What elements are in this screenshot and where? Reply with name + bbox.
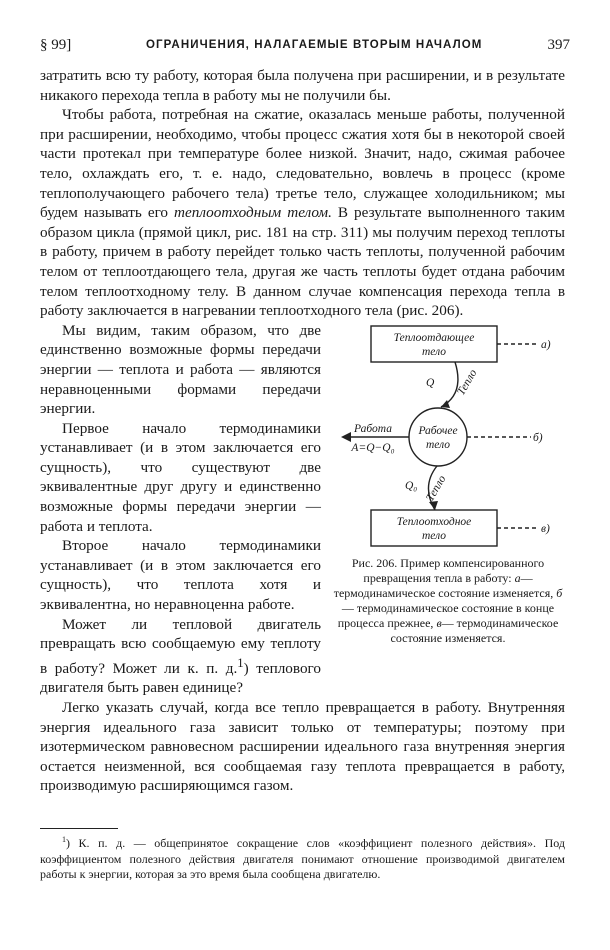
heat-in-word: Тепло bbox=[455, 367, 480, 398]
paragraph-2 bbox=[40, 105, 565, 321]
figure-caption bbox=[331, 556, 565, 646]
footnote-text: ) К. п. д. — общепринятое сокращение слов «коэффициент полезного действия». Под коэффициентом полезного действия двигателя понимают отношение производимой двигателем работы к энергии, которая за это время была сообщена двигателю. bbox=[40, 836, 565, 881]
footnote bbox=[40, 832, 565, 883]
paragraph-3: Мы видим, таким образом, что две единственно возможные формы передачи энергии — теплота и работа — являются неравноценными формами передачи энергии. bbox=[40, 321, 321, 418]
caption-letter-a: а bbox=[514, 570, 521, 585]
circle-text-1: Рабочее bbox=[418, 424, 458, 437]
hot-box-text-1: Теплоотдающее bbox=[393, 331, 475, 344]
page-number: 397 bbox=[547, 37, 570, 53]
paragraph-7: Легко указать случай, когда все тепло превращается в работу. Внутренняя энергия идеального газа зависит только от температуры; поэтому при изотермическом равновесном расширении идеального газа внутренняя энергия остается неизменной, вся сообщаемая газу теплота превращается в работу, производимую расширяющимся газом. bbox=[40, 699, 565, 795]
label-b: б) bbox=[533, 431, 543, 444]
caption-part-4: — термодинамическое состояние изменяется. bbox=[390, 615, 559, 645]
paragraph-6-part-1: Может ли тепловой двигатель превращать всю сообщаемую ему теплоту в работу? Может ли к. п. д. bbox=[40, 615, 321, 677]
term-emphasis: теплоотходным телом. bbox=[174, 204, 332, 222]
paragraph-6-part-2: ) теплового двигателя быть равен единице? bbox=[40, 659, 322, 697]
figure-206 bbox=[331, 324, 565, 654]
cold-box-text-2: тело bbox=[421, 529, 447, 542]
paragraph-1: затратить всю ту работу, которая была получена при расширении, и в результате никакого перехода тепла в работу мы не получили бы. bbox=[40, 67, 565, 104]
work-arrowhead bbox=[341, 432, 351, 442]
heat-out-word: Тепло bbox=[424, 473, 449, 504]
footnote-divider bbox=[40, 828, 118, 829]
caption-letter-b: б bbox=[556, 585, 563, 600]
chapter-title: ОГРАНИЧЕНИЯ, НАЛАГАЕМЫЕ ВТОРЫМ НАЧАЛОМ bbox=[146, 39, 483, 51]
label-c: в) bbox=[541, 522, 550, 535]
heat-in-arrow bbox=[441, 362, 458, 407]
work-formula: A=Q−Q₀ bbox=[351, 441, 395, 454]
heat-work-diagram bbox=[331, 324, 565, 556]
cold-box-text-1: Теплоотходное bbox=[396, 515, 472, 528]
footnote-marker: 1 bbox=[62, 835, 66, 844]
paragraph-4: Первое начало термодинамики устанавливает (и в этом заключается его сущность), что существуют две эквивалентные друг другу и единственно возможные формы передачи энергии — работа и теплота. bbox=[40, 419, 321, 535]
heat-q0-label: Q₀ bbox=[405, 479, 418, 492]
circle-text-2: тело bbox=[425, 438, 451, 451]
paragraph-2-part-2: В результате выполненного таким образом цикла (прямой цикл, рис. 181 на стр. 311) мы получим переход теплоты в работу, причем в работу перейдет только часть теплоты, полученной рабочим телом от теплоотдающего тела, другая же часть теплоты будет отдана рабочим телом теплоотходному телу. В данном случае компенсация перехода тепла в работу заключается в нагревании теплоотходного тела (рис. 206). bbox=[40, 204, 565, 320]
footnote-ref: 1 bbox=[237, 655, 244, 670]
caption-part-1: Рис. 206. Пример компенсированного превращения тепла в работу: bbox=[351, 555, 545, 585]
paragraph-2-part-1: Чтобы работа, потребная на сжатие, оказалась меньше работы, полученной при расширении, необходимо, чтобы процесс сжатия хотя бы в некоторой своей части протекал при температуре более низкой. Значит, надо, сжимая рабочее тело, охлаждать его, т. е. надо, следовательно, вовлечь в процесс (кроме теплополучающего рабочего тела) третье тело, служащее холодильником; мы будем называть его bbox=[40, 106, 565, 222]
working-body-circle bbox=[409, 408, 467, 466]
caption-letter-c: в bbox=[436, 615, 442, 630]
paragraph-5: Второе начало термодинамики устанавливает (и в этом заключается его сущность), что теплота хотя и эквивалентна, но неравноценна работе. bbox=[40, 537, 321, 614]
caption-part-2: — термодинамическое состояние изменяется, bbox=[333, 570, 557, 600]
caption-part-3: — термодинамическое состояние в конце процесса прежнее, bbox=[337, 600, 555, 630]
work-word: Работа bbox=[354, 422, 392, 435]
heat-q-label: Q bbox=[426, 376, 435, 389]
running-header bbox=[40, 37, 570, 57]
section-number: § 99] bbox=[40, 37, 72, 53]
body-text bbox=[40, 66, 565, 796]
hot-box-text-2: тело bbox=[421, 345, 447, 358]
label-a: a) bbox=[541, 338, 551, 351]
